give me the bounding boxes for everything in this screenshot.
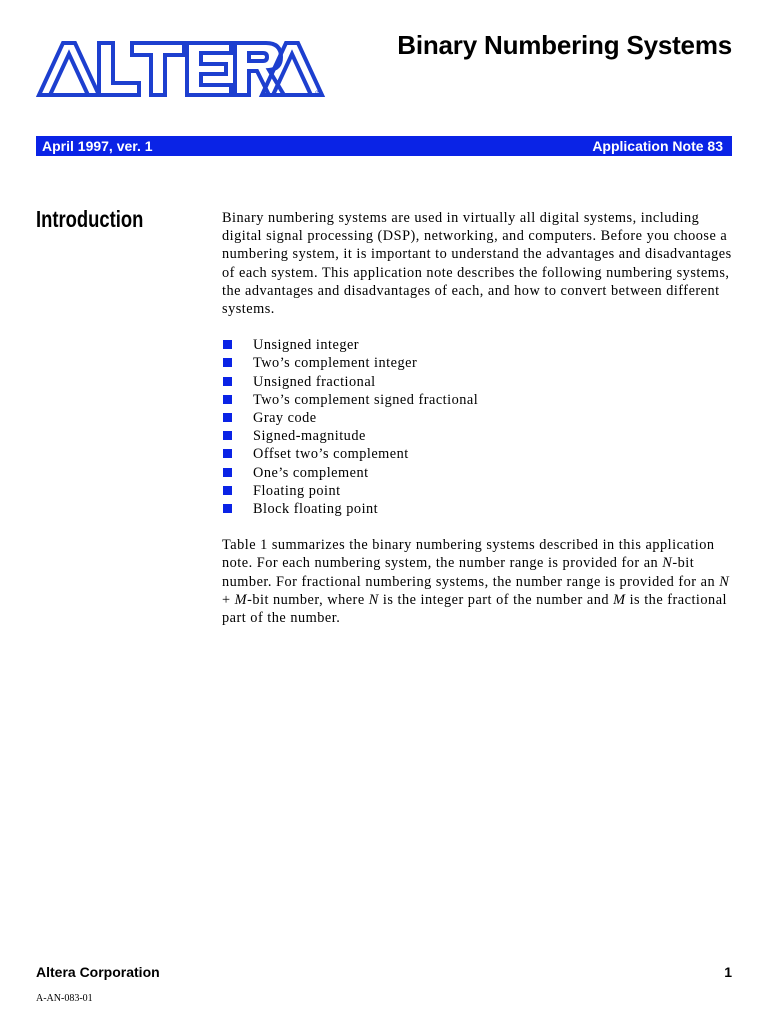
body-content (222, 209, 732, 627)
list-item: Offset two’s complement (222, 445, 732, 463)
list-item: Floating point (222, 482, 732, 500)
bullet-square-icon (223, 504, 232, 513)
list-item: Block floating point (222, 500, 732, 518)
header-banner (36, 136, 732, 156)
intro-paragraph: Binary numbering systems are used in virtually all digital systems, including digital signal processing (DSP), networking, and computers. Before you choose a numbering system, it is important to understand the advantages and disadvantages of each system. This application note describes the following numbering systems, the advantages and disadvantages of each, and how to convert between different systems. (222, 210, 732, 318)
bullet-square-icon (223, 431, 232, 440)
registered-mark: ® (315, 89, 321, 98)
section-heading: Introduction (36, 206, 144, 232)
document-code: A-AN-083-01 (36, 993, 93, 1004)
list-item: Unsigned integer (222, 336, 732, 354)
list-item: Signed-magnitude (222, 427, 732, 445)
list-item: One’s complement (222, 464, 732, 482)
bullet-square-icon (223, 468, 232, 477)
application-note-number: Application Note 83 (592, 138, 723, 154)
list-item: Gray code (222, 409, 732, 427)
bullet-square-icon (223, 486, 232, 495)
list-item: Unsigned fractional (222, 373, 732, 391)
altera-logo (36, 38, 326, 100)
table-summary-paragraph: Table 1 summarizes the binary numbering systems described in this application note. For each numbering system, the number range is provided for an N-bit number. For fractional numbering systems, the number range is provided for an N + M-bit number, where N is the integer part of the number and M is the fractional part of the number. (222, 537, 730, 627)
document-title: Binary Numbering Systems (397, 30, 732, 60)
page-number: 1 (724, 964, 732, 980)
bullet-square-icon (223, 377, 232, 386)
list-item: Two’s complement signed fractional (222, 391, 732, 409)
footer-company: Altera Corporation (36, 964, 160, 980)
version-date: April 1997, ver. 1 (42, 138, 153, 154)
bullet-square-icon (223, 449, 232, 458)
bullet-square-icon (223, 395, 232, 404)
numbering-systems-list (222, 336, 732, 518)
bullet-square-icon (223, 358, 232, 367)
bullet-square-icon (223, 340, 232, 349)
bullet-square-icon (223, 413, 232, 422)
list-item: Two’s complement integer (222, 354, 732, 372)
